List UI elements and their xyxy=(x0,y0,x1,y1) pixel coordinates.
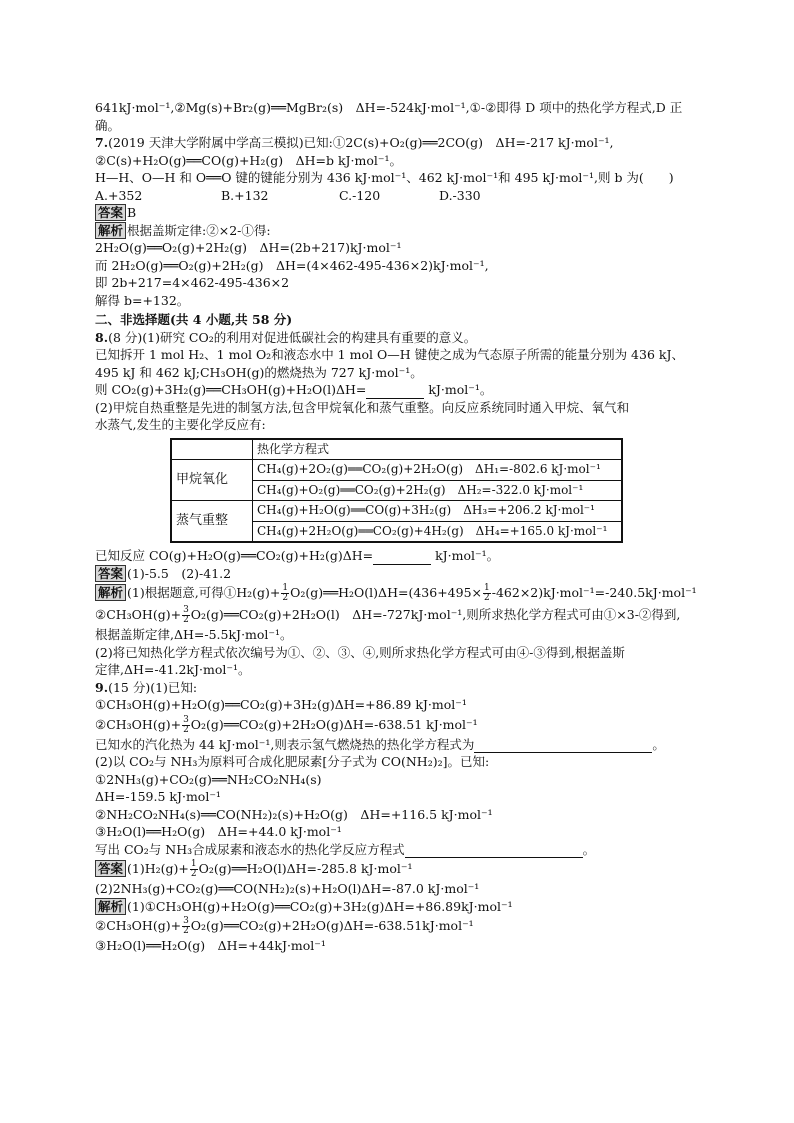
text-line: 水蒸气,发生的主要化学反应有: xyxy=(95,417,266,432)
fraction-numerator: 3 xyxy=(183,916,189,926)
text-span: O₂(g)══H₂O(l)ΔH=-285.8 kJ·mol⁻¹ xyxy=(198,861,413,876)
table-cell xyxy=(171,439,253,460)
text-line: ①CH₃OH(g)+H₂O(g)══CO₂(g)+3H₂(g)ΔH=+86.89 kJ·mol⁻¹ xyxy=(95,697,467,712)
answer-label: 答案 xyxy=(95,860,126,877)
text-span: (1)H₂(g)+ xyxy=(127,861,189,876)
option-b: B.+132 xyxy=(221,187,269,203)
analysis-label: 解析 xyxy=(95,222,126,239)
text-span: kJ·mol⁻¹。 xyxy=(424,382,493,397)
text-line: ②C(s)+H₂O(g)══CO(g)+H₂(g) ΔH=b kJ·mol⁻¹。 xyxy=(95,152,403,168)
answer-blank[interactable] xyxy=(373,550,431,565)
fraction-numerator: 1 xyxy=(282,583,289,593)
fill-in-line xyxy=(95,381,695,399)
fraction-numerator: 3 xyxy=(183,714,189,725)
table-cell: CH₄(g)+O₂(g)══CO₂(g)+2H₂(g) ΔH₂=-322.0 kJ·mol⁻¹ xyxy=(253,480,623,501)
table-row xyxy=(171,501,622,522)
question-8 xyxy=(95,329,695,347)
text-span: O₂(g)══CO₂(g)+2H₂O(g)ΔH=-638.51 kJ·mol⁻¹ xyxy=(190,716,478,732)
text-line: 而 2H₂O(g)══O₂(g)+2H₂(g) ΔH=(4×462-495-436×2)kJ·mol⁻¹, xyxy=(95,257,489,273)
text-line: (2)将已知热化学方程式依次编号为①、②、③、④,则所求热化学方程式可由④-③得到,根据盖斯 xyxy=(95,644,625,660)
text-span: (1)①CH₃OH(g)+H₂O(g)══CO₂(g)+3H₂(g)ΔH=+86.89kJ·mol⁻¹ xyxy=(127,898,513,914)
answer-line xyxy=(95,565,695,583)
text-span: O₂(g)══CO₂(g)+2H₂O(l) ΔH=-727kJ·mol⁻¹,则所求热化学方程式可由①×3-②得到, xyxy=(190,607,681,622)
answer-label: 答案 xyxy=(95,204,126,221)
fraction-denominator: 2 xyxy=(484,593,490,603)
text-span: kJ·mol⁻¹。 xyxy=(431,548,500,563)
document-page xyxy=(95,99,695,955)
text-line: 根据盖斯定律,ΔH=-5.5kJ·mol⁻¹。 xyxy=(95,627,293,642)
fraction-numerator: 3 xyxy=(183,605,189,615)
fraction xyxy=(281,584,289,603)
answer-line xyxy=(95,858,695,880)
analysis-line xyxy=(95,898,695,916)
table-group-label: 甲烷氧化 xyxy=(171,460,253,501)
text-span: 。 xyxy=(582,841,596,857)
text-span: ②CH₃OH(g)+ xyxy=(95,716,182,732)
text-span: 已知水的汽化热为 44 kJ·mol⁻¹,则表示氢气燃烧热的热化学方程式为 xyxy=(95,736,475,752)
text-line: (2)以 CO₂与 NH₃为原料可合成化肥尿素[分子式为 CO(NH₂)₂]。已知: xyxy=(95,754,490,769)
text-line: 即 2b+217=4×462-495-436×2 xyxy=(95,275,290,290)
text-span: 写出 CO₂与 NH₃合成尿素和液态水的热化学反应方程式 xyxy=(95,841,405,857)
fraction-numerator: 1 xyxy=(484,583,490,593)
answer-blank[interactable] xyxy=(405,843,583,858)
analysis-line xyxy=(95,222,695,240)
question-text: (2019 天津大学附属中学高三模拟)已知:①2C(s)+O₂(g)══2CO(g) ΔH=-217 kJ·mol⁻¹, xyxy=(108,135,614,150)
fraction-denominator: 2 xyxy=(190,869,197,879)
options-row xyxy=(95,187,695,205)
text-line: ΔH=-159.5 kJ·mol⁻¹ xyxy=(95,789,221,804)
analysis-label: 解析 xyxy=(95,898,126,915)
answer-line xyxy=(95,204,695,222)
text-line: 2H₂O(g)══O₂(g)+2H₂(g) ΔH=(2b+217)kJ·mol⁻¹ xyxy=(95,240,402,255)
table-row xyxy=(171,439,622,460)
fraction xyxy=(182,917,190,936)
fraction-denominator: 2 xyxy=(183,724,189,735)
text-line xyxy=(95,915,695,937)
text-span: 则 CO₂(g)+3H₂(g)══CH₃OH(g)+H₂O(l)ΔH= xyxy=(95,382,367,397)
text-line: H—H、O—H 和 O══O 键的键能分别为 436 kJ·mol⁻¹、462 kJ·mol⁻¹和 495 kJ·mol⁻¹,则 b 为( ) xyxy=(95,170,674,185)
fraction xyxy=(182,716,190,735)
question-9 xyxy=(95,679,695,697)
option-c: C.-120 xyxy=(339,187,381,203)
table-row xyxy=(171,460,622,481)
text-line: 495 kJ 和 462 kJ;CH₃OH(g)的燃烧热为 727 kJ·mol⁻¹。 xyxy=(95,364,423,380)
text-span: (1)根据题意,可得①H₂(g)+ xyxy=(127,585,281,600)
table-group-label: 蒸气重整 xyxy=(171,501,253,543)
text-line xyxy=(95,604,695,626)
text-line: 确。 xyxy=(95,117,121,133)
table-header: 热化学方程式 xyxy=(253,439,623,460)
fraction xyxy=(483,584,491,603)
fraction-numerator: 1 xyxy=(190,859,197,869)
answer-value: (1)-5.5 (2)-41.2 xyxy=(127,565,232,581)
text-line: ②NH₂CO₂NH₄(s)══CO(NH₂)₂(s)+H₂O(g) ΔH=+116.5 kJ·mol⁻¹ xyxy=(95,806,493,822)
text-line xyxy=(95,714,695,736)
text-line: 解得 b=+132。 xyxy=(95,292,190,308)
text-span: O₂(g)══H₂O(l)ΔH=(436+495× xyxy=(290,585,482,600)
answer-blank[interactable] xyxy=(474,738,652,753)
fraction xyxy=(182,606,190,625)
text-line: (2)甲烷自热重整是先进的制氢方法,包含甲烷氧化和蒸气重整。向反应系统同时通入甲烷、氧气和 xyxy=(95,399,630,415)
answer-value: B xyxy=(127,205,137,220)
option-a: A.+352 xyxy=(95,187,143,203)
text-line: ①2NH₃(g)+CO₂(g)══NH₂CO₂NH₄(s) xyxy=(95,771,322,787)
text-line: 定律,ΔH=-41.2kJ·mol⁻¹。 xyxy=(95,662,251,677)
question-text: (8 分)(1)研究 CO₂的利用对促进低碳社会的构建具有重要的意义。 xyxy=(108,329,477,345)
question-number: 8. xyxy=(95,329,109,345)
analysis-label: 解析 xyxy=(95,584,126,601)
text-span: ②CH₃OH(g)+ xyxy=(95,918,182,933)
text-span: ②CH₃OH(g)+ xyxy=(95,607,182,622)
analysis-line xyxy=(95,582,695,604)
answer-blank[interactable] xyxy=(366,384,424,399)
question-7 xyxy=(95,134,695,152)
fill-in-line xyxy=(95,841,695,859)
question-text: (15 分)(1)已知: xyxy=(108,679,198,695)
text-line: 已知拆开 1 mol H₂、1 mol O₂和液态水中 1 mol O—H 键使之成为气态原子所需的能量分别为 436 kJ、 xyxy=(95,347,684,362)
table-cell: CH₄(g)+2O₂(g)══CO₂(g)+2H₂O(g) ΔH₁=-802.6 kJ·mol⁻¹ xyxy=(253,460,623,481)
text-line: (2)2NH₃(g)+CO₂(g)══CO(NH₂)₂(s)+H₂O(l)ΔH=-87.0 kJ·mol⁻¹ xyxy=(95,881,480,896)
section-heading: 二、非选择题(共 4 小题,共 58 分) xyxy=(95,312,293,327)
fill-in-line xyxy=(95,736,695,754)
text-line: ③H₂O(l)══H₂O(g) ΔH=+44kJ·mol⁻¹ xyxy=(95,938,326,953)
fraction xyxy=(190,860,198,879)
text-span: 已知反应 CO(g)+H₂O(g)══CO₂(g)+H₂(g)ΔH= xyxy=(95,548,374,563)
fraction-denominator: 2 xyxy=(183,926,189,936)
text-span: -462×2)kJ·mol⁻¹=-240.5kJ·mol⁻¹ xyxy=(491,585,697,600)
fill-in-line xyxy=(95,547,695,565)
question-number: 9. xyxy=(95,679,109,695)
thermochem-table xyxy=(170,438,623,544)
text-line: ③H₂O(l)══H₂O(g) ΔH=+44.0 kJ·mol⁻¹ xyxy=(95,824,342,839)
table-cell: CH₄(g)+2H₂O(g)══CO₂(g)+4H₂(g) ΔH₄=+165.0 kJ·mol⁻¹ xyxy=(253,521,623,542)
answer-label: 答案 xyxy=(95,565,126,582)
fraction-denominator: 2 xyxy=(282,593,289,603)
analysis-text: 根据盖斯定律:②×2-①得: xyxy=(127,222,271,238)
text-line: 641kJ·mol⁻¹,②Mg(s)+Br₂(g)══MgBr₂(s) ΔH=-524kJ·mol⁻¹,①-②即得 D 项中的热化学方程式,D 正 xyxy=(95,100,683,115)
fraction-denominator: 2 xyxy=(183,615,189,625)
option-d: D.-330 xyxy=(439,187,481,203)
table-cell: CH₄(g)+H₂O(g)══CO(g)+3H₂(g) ΔH₃=+206.2 kJ·mol⁻¹ xyxy=(253,501,623,522)
question-number: 7. xyxy=(95,135,109,150)
text-span: O₂(g)══CO₂(g)+2H₂O(g)ΔH=-638.51kJ·mol⁻¹ xyxy=(190,918,474,933)
text-span: 。 xyxy=(652,736,665,752)
